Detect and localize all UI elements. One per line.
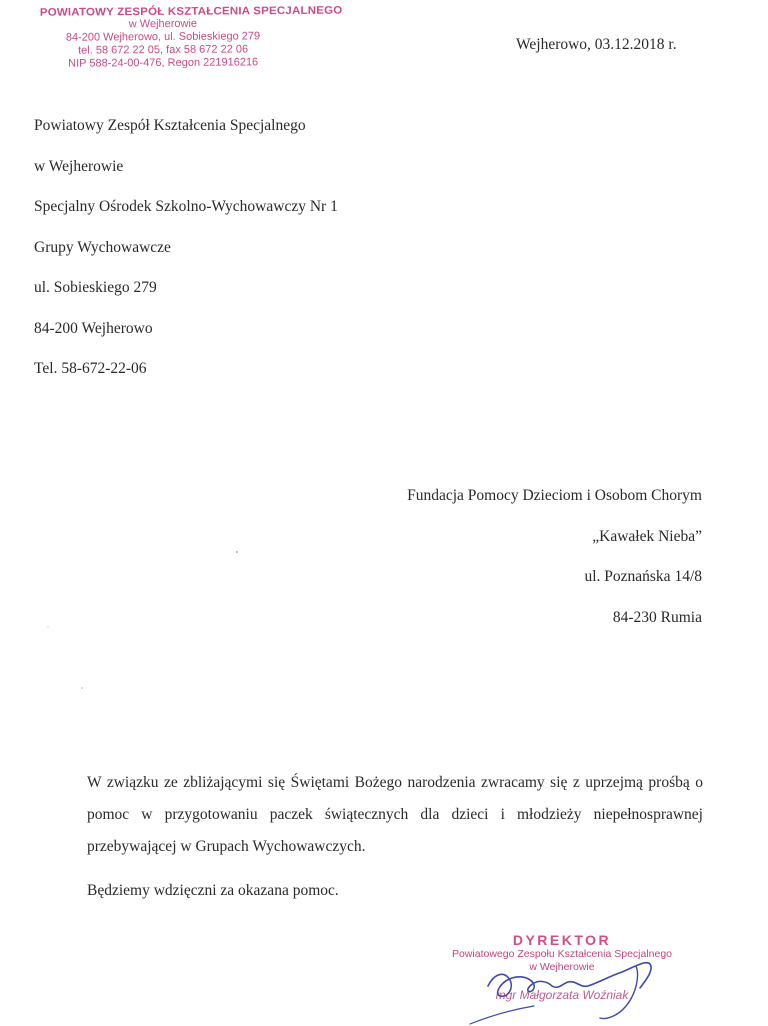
- recipient-line: 84-230 Rumia: [612, 608, 702, 626]
- stamp-city: w Wejherowie: [128, 17, 198, 31]
- stamp-address: 84-200 Wejherowo, ul. Sobieskiego 279: [65, 30, 261, 44]
- stamp-phone: tel. 58 672 22 05, fax 58 672 22 06: [78, 43, 249, 57]
- sender-line: Tel. 58-672-22-06: [34, 360, 147, 377]
- sender-line: ul. Sobieskiego 279: [34, 279, 157, 296]
- sender-line: Powiatowy Zespół Kształcenia Specjalnego: [34, 117, 306, 134]
- handwritten-signature: [450, 946, 680, 1026]
- recipient-line: ul. Poznańska 14/8: [584, 568, 702, 585]
- header-stamp: [39, 5, 343, 71]
- sender-line: Specjalny Ośrodek Szkolno-Wychowawczy Nr 1: [34, 198, 338, 215]
- letter-closing: Będziemy wdzięczni za okazana pomoc.: [87, 882, 339, 899]
- sender-line: 84-200 Wejherowo: [34, 319, 153, 337]
- director-institution: Powiatowego Zespołu Kształcenia Specjalnego: [451, 948, 673, 960]
- sender-line: Grupy Wychowawcze: [34, 238, 171, 256]
- director-title: DYREKTOR: [512, 932, 612, 948]
- recipient-line: Fundacja Pomocy Dzieciom i Osobom Chorym: [407, 487, 702, 504]
- sender-line: w Wejherowie: [34, 157, 124, 175]
- director-city: w Wejherowie: [529, 961, 595, 973]
- sender-address: [34, 116, 338, 400]
- director-name: mgr Małgorzata Woźniak: [495, 988, 629, 1002]
- recipient-address: [407, 486, 702, 648]
- letter-date: Wejherowo, 03.12.2018 r.: [516, 36, 677, 53]
- stamp-title: POWIATOWY ZESPÓŁ KSZTAŁCENIA SPECJALNEGO: [39, 5, 343, 19]
- recipient-line: „Kawałek Nieba”: [592, 527, 702, 545]
- stamp-nip-regon: NIP 588-24-00-476, Regon 221916216: [68, 56, 259, 70]
- letter-body: W związku ze zbliżającymi się Świętami Bożego narodzenia zwracamy się z uprzejmą prośbą o pomoc w przygotowaniu paczek świątecznych dla dzieci i młodzieży niepełnosprawnej przebywającej w Grupach Wychowawczych.: [87, 774, 703, 855]
